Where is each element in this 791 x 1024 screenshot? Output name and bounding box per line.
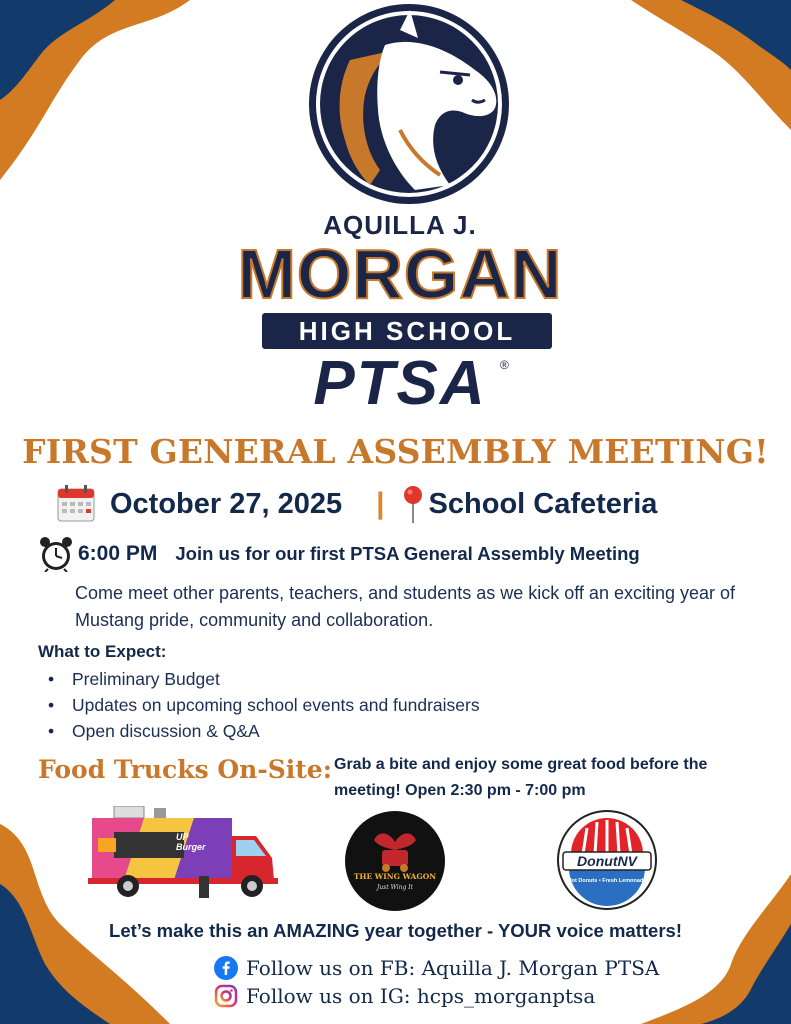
registered-mark: ®	[500, 358, 509, 372]
time-row	[38, 536, 640, 572]
instagram-follow[interactable]	[214, 984, 595, 1008]
food-trucks-description: Grab a bite and enjoy some great food before the meeting! Open 2:30 pm - 7:00 pm	[334, 756, 708, 799]
event-location: School Cafeteria	[428, 487, 658, 520]
expect-heading: What to Expect:	[38, 642, 167, 661]
donutnv-tagline: Hot Donuts • Fresh Lemonade	[567, 878, 647, 884]
separator: |	[376, 487, 385, 520]
event-date: October 27, 2025	[110, 487, 343, 520]
list-item: • Open discussion & Q&A	[48, 718, 480, 744]
corner-decoration-top-right	[591, 0, 791, 140]
logo-line-aquilla: AQUILLA J.	[323, 210, 477, 240]
donutnv-name: DonutNV	[577, 853, 637, 869]
food-trucks-heading: Food Trucks On-Site:	[38, 755, 332, 784]
instagram-icon	[214, 984, 238, 1008]
facebook-follow[interactable]	[214, 956, 659, 980]
facebook-label: Follow us on FB: Aquilla J. Morgan PTSA	[246, 956, 660, 980]
closing-message: Let’s make this an AMAZING year together - YOUR voice matters!	[109, 920, 682, 941]
burger-truck-label: UP Burger	[176, 832, 206, 852]
date-location-row	[56, 484, 657, 524]
instagram-label: Follow us on IG: hcps_morganptsa	[246, 984, 596, 1008]
burger-truck-image	[84, 806, 280, 902]
event-invite: Join us for our first PTSA General Assembly Meeting	[175, 543, 640, 564]
event-time: 6:00 PM	[78, 542, 158, 565]
logo-line-morgan: MORGAN	[237, 235, 563, 313]
logo-high-school-banner	[262, 313, 552, 349]
wing-wagon-name: THE WING WAGON	[353, 872, 437, 881]
event-headline: FIRST GENERAL ASSEMBLY MEETING!	[22, 432, 769, 471]
wing-wagon-logo	[344, 810, 446, 912]
corner-decoration-top-left	[0, 0, 200, 190]
list-item: • Preliminary Budget	[48, 666, 480, 692]
logo-line-ptsa: PTSA	[313, 349, 487, 418]
list-item: • Updates on upcoming school events and fundraisers	[48, 692, 480, 718]
alarm-clock-icon	[38, 536, 74, 572]
donutnv-logo	[557, 810, 657, 910]
location-pin-icon	[399, 484, 427, 524]
facebook-icon	[214, 956, 238, 980]
event-description: Come meet other parents, teachers, and students as we kick off an exciting year of Mustang pride, community and collaboration.	[75, 583, 736, 630]
wing-wagon-tagline: Just Wing It	[376, 884, 414, 891]
school-logo	[200, 0, 600, 420]
calendar-icon	[56, 485, 96, 523]
logo-line-high-school: HIGH SCHOOL	[298, 316, 516, 346]
expect-list	[48, 666, 480, 744]
